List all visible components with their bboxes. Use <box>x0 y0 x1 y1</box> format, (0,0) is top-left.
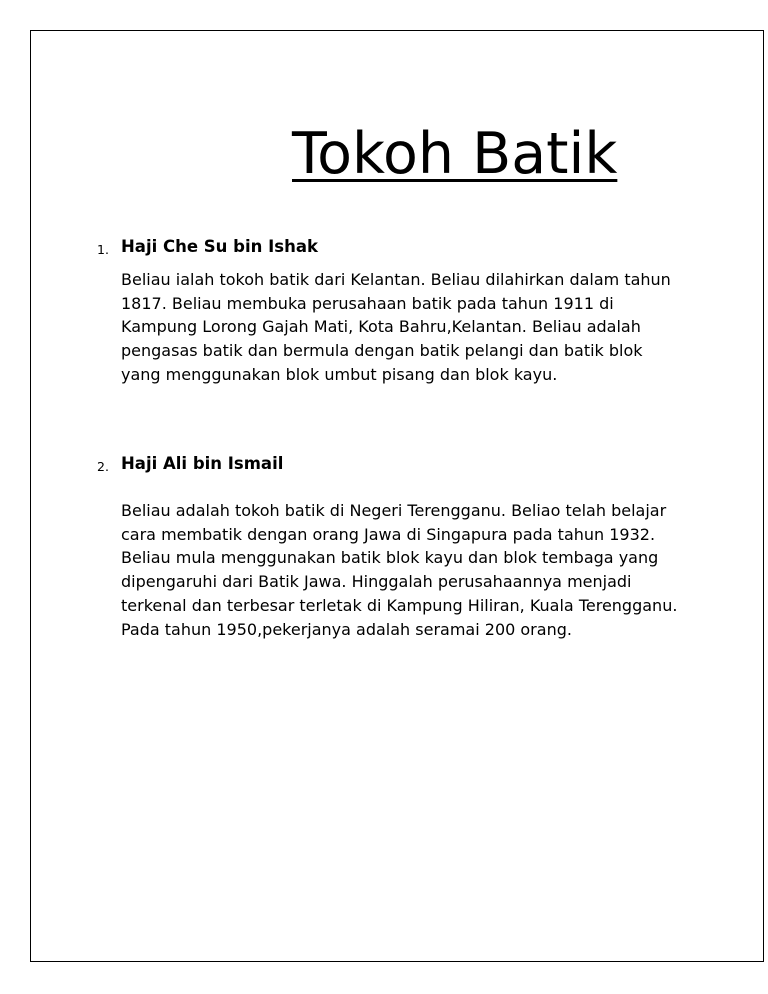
entry-heading: Haji Ali bin Ismail <box>121 454 284 473</box>
page-title: Tokoh Batik <box>292 121 618 187</box>
list-number: 1. <box>97 242 109 257</box>
entry-paragraph: Beliau adalah tokoh batik di Negeri Terengganu. Beliao telah belajar cara membatik dengan orang Jawa di Singapura pada tahun 1932. Beliau mula menggunakan batik blok kayu dan blok tembaga yang dipengaruhi dari Batik Jawa. Hinggalah perusahaannya menjadi terkenal dan terbesar terletak di Kampung Hiliran, Kuala Terengganu. Pada tahun 1950,pekerjanya adalah seramai 200 orang. <box>121 501 678 639</box>
list-number: 2. <box>97 459 109 474</box>
entry-heading: Haji Che Su bin Ishak <box>121 237 318 256</box>
entry-paragraph: Beliau ialah tokoh batik dari Kelantan. Beliau dilahirkan dalam tahun 1817. Beliau membuka perusahaan batik pada tahun 1911 di Kampung Lorong Gajah Mati, Kota Bahru,Kelantan. Beliau adalah pengasas batik dan bermula dengan batik pelangi dan batik blok yang menggunakan blok umbut pisang dan blok kayu. <box>121 270 671 384</box>
